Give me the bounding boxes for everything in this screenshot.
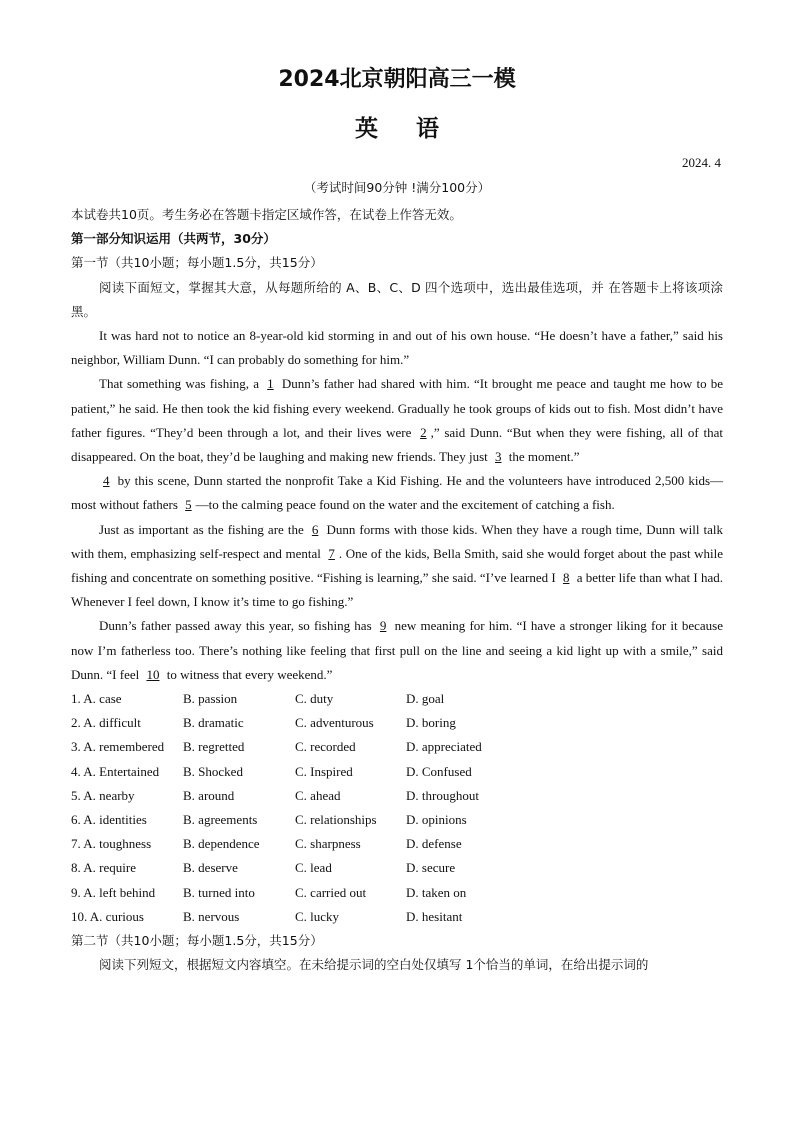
- subject-title: 英语: [355, 115, 477, 142]
- passage-text: Dunn forms with those kids. When they have a rough time, Dunn will talk with them, emphasizing self-respect and mental: [71, 521, 724, 561]
- option-a: 4. A. Entertained: [71, 763, 160, 779]
- option-d: D. appreciated: [406, 739, 482, 755]
- passage-paragraph: [71, 614, 723, 687]
- option-b: B. deserve: [183, 860, 238, 876]
- option-row: [71, 856, 723, 880]
- passage-text: Just as important as the fishing are the: [99, 521, 304, 537]
- passage-text: ,” said Dunn. “But when they were fishing, all of that disappeared. On the boat, they’d be laughing and making new friends. They just: [71, 424, 723, 464]
- blank-2: 2: [420, 424, 427, 440]
- option-c: C. duty: [295, 691, 334, 707]
- option-d: D. hesitant: [406, 908, 463, 924]
- option-row: [71, 687, 723, 711]
- time-limit: （考试时间90分钟 !满分100分）: [303, 180, 491, 195]
- option-b: B. dramatic: [183, 715, 244, 731]
- option-d: D. goal: [406, 691, 445, 707]
- option-row: [71, 808, 723, 832]
- section2-title: 第二节（共10小题；每小题1.5分，共15分）: [71, 932, 323, 948]
- intro-text: 本试卷共10页。考生务必在答题卡指定区域作答，在试卷上作答无效。: [71, 207, 462, 222]
- blank-1: 1: [267, 376, 274, 392]
- passage-text: by this scene, Dunn started the nonprofit Take a Kid Fishing. He and the volunteers have introduced 2,500 kids—most without fathers: [71, 473, 724, 513]
- option-a: 6. A. identities: [71, 811, 147, 827]
- passage-text: to witness that every weekend.”: [166, 666, 333, 682]
- option-c: C. carried out: [295, 884, 367, 900]
- passage-paragraph: It was hard not to notice an 8-year-old kid storming in and out of his own house. “He doesn’t have a father,” said his neighbor, William Dunn. “I can probably do something for him.”: [71, 327, 723, 368]
- option-a: 3. A. remembered: [71, 739, 165, 755]
- passage-text: a better life than what I had. Whenever I feel down, I know it’s time to go fishing.”: [71, 570, 723, 610]
- passage-text: Dunn’s father passed away this year, so fishing has: [99, 618, 372, 634]
- option-c: C. adventurous: [295, 715, 374, 731]
- option-a: 7. A. toughness: [71, 836, 152, 852]
- option-c: C. Inspired: [295, 763, 353, 779]
- section1-directions: 阅读下面短文，掌握其大意，从每题所给的 A、B、C、D 四个选项中，选出最佳选项，并 在答题卡上将该项涂黑。: [71, 279, 723, 319]
- option-c: C. ahead: [295, 787, 341, 803]
- option-b: B. nervous: [183, 908, 240, 924]
- option-c: C. lead: [295, 860, 332, 876]
- blank-3: 3: [495, 448, 502, 464]
- option-d: D. boring: [406, 715, 456, 731]
- blank-9: 9: [379, 618, 387, 634]
- blank-4: 4: [103, 473, 110, 489]
- option-row: [71, 711, 723, 735]
- option-c: C. sharpness: [295, 836, 361, 852]
- option-a: 5. A. nearby: [71, 787, 135, 803]
- blank-6: 6: [311, 521, 319, 537]
- option-b: B. turned into: [183, 884, 255, 900]
- option-c: C. recorded: [295, 739, 356, 755]
- exam-title: 2024北京朝阳高三一模: [278, 67, 516, 92]
- option-c: C. lucky: [295, 908, 340, 924]
- option-row: [71, 784, 723, 808]
- option-d: D. defense: [406, 836, 462, 852]
- option-b: B. Shocked: [183, 763, 243, 779]
- passage-paragraph: [71, 372, 723, 469]
- option-d: D. opinions: [406, 811, 467, 827]
- passage-text: the moment.”: [508, 448, 580, 464]
- option-d: D. Confused: [406, 763, 472, 779]
- part1-title: 第一部分知识运用（共两节，30分）: [71, 231, 276, 247]
- exam-content: [71, 203, 723, 977]
- option-a: 9. A. left behind: [71, 884, 156, 900]
- option-c: C. relationships: [295, 811, 377, 827]
- option-a: 2. A. difficult: [71, 715, 141, 731]
- option-row: [71, 735, 723, 759]
- option-a: 1. A. case: [71, 691, 122, 707]
- option-row: [71, 832, 723, 856]
- option-d: D. throughout: [406, 787, 479, 803]
- option-row: [71, 760, 723, 784]
- option-d: D. taken on: [406, 884, 467, 900]
- blank-5: 5: [185, 497, 192, 513]
- option-d: D. secure: [406, 860, 456, 876]
- passage-text: —to the calming peace found on the water and the excitement of catching a fish.: [195, 497, 615, 513]
- option-b: B. around: [183, 787, 235, 803]
- passage-text: Dunn’s father had shared with him. “It brought me peace and taught me how to be patient,” he said. He then took the kid fishing every weekend. Gradually he took groups of kids out to fish. Most didn’t have father figures. “They’d been through a lot, and their lives were: [71, 376, 724, 440]
- passage-text: That something was fishing, a: [99, 376, 259, 392]
- blank-8: 8: [562, 570, 570, 585]
- blank-10: 10: [146, 666, 160, 682]
- passage-text: . One of the kids, Bella Smith, said she would forget about the past while fishing and concentrate on something positive. “Fishing is learning,” she said. “I’ve learned I: [71, 545, 724, 585]
- passage-paragraph: [71, 518, 723, 615]
- option-a: 10. A. curious: [71, 908, 144, 924]
- exam-date: 2024. 4: [682, 155, 721, 170]
- option-a: 8. A. require: [71, 860, 136, 876]
- options-list: [71, 687, 723, 929]
- option-row: [71, 881, 723, 905]
- option-b: B. regretted: [183, 739, 245, 755]
- blank-7: 7: [328, 545, 335, 561]
- passage-text: new meaning for him. “I have a stronger liking for it because now I’m fatherless too. There’s nothing like feeling that first pull on the line and seeing a kid light up with a smile,” said Dunn. “I feel: [71, 618, 724, 682]
- option-row: [71, 905, 723, 929]
- option-b: B. agreements: [183, 811, 258, 827]
- section2-directions: 阅读下列短文，根据短文内容填空。在未给提示词的空白处仅填写 1个恰当的单词，在给出提示词的: [99, 957, 649, 973]
- option-b: B. passion: [183, 691, 238, 707]
- passage-paragraph: [71, 469, 723, 517]
- section1-title: 第一节（共10小题；每小题1.5分，共15分）: [71, 255, 323, 271]
- option-b: B. dependence: [183, 836, 260, 852]
